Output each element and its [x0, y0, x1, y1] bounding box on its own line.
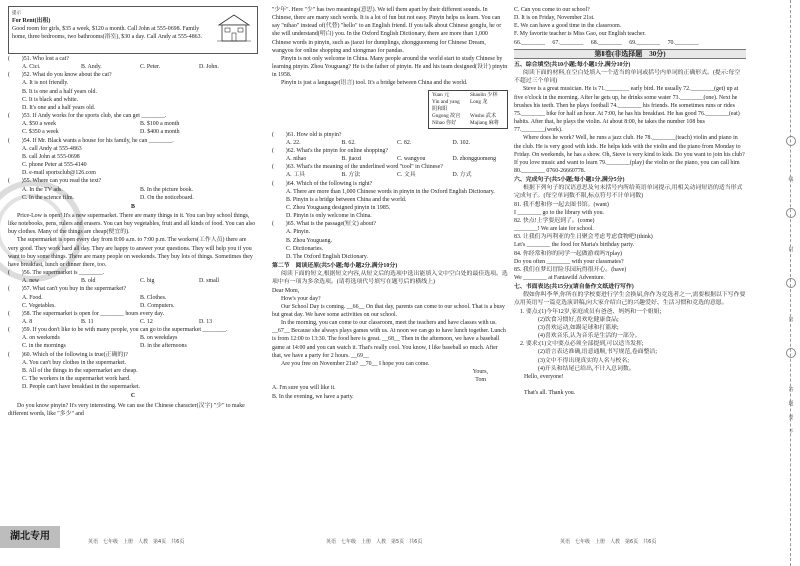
sentence-84-cn: 84. 你经常和你的同学一起做游戏吗?(play): [514, 250, 622, 257]
option: C. $350 a week: [22, 129, 59, 136]
option: C. phone Peter at 555-4140: [22, 162, 87, 169]
requirement: 1. 要点:(1)今年12岁,家庭成员有爸爸、妈妈和一个姐姐;: [520, 308, 662, 315]
option: A. You can't buy clothes in the supermarket.: [22, 359, 127, 366]
binding-char: 要: [788, 415, 794, 421]
passage-b-para-2: The supermarket is open every day from 8:00 a.m. to 7:00 p.m. The workers(工作人员) there are very good. They work hard all day. They are happy to answer your questions. They will help you if you want to buy some things. There are many people on weekends. They buy lots of things. Sometimes they have breakfast, lunch or dinner there, too.: [8, 237, 253, 268]
options-56: [22, 277, 258, 285]
option: A. In the TV ads.: [22, 186, 63, 193]
box-word: Yuan 元: [432, 91, 450, 98]
binding-char: 封: [788, 247, 794, 253]
option: C. 82.: [397, 139, 412, 146]
option: B. 方法: [341, 172, 361, 179]
option: B. $100 a month: [140, 121, 180, 128]
section-c-title: C: [130, 393, 136, 400]
question-59: ( )59. If you don't like to be with many people, you can go to the supermarket ________.: [8, 327, 228, 334]
column-3: [514, 6, 746, 397]
options-64: [286, 188, 508, 221]
option: D. On the noticeboard.: [140, 194, 194, 201]
option: B. 62.: [341, 139, 356, 146]
option: C. Vegetables.: [22, 302, 56, 309]
box-word: Yin and yang 阴和阳: [432, 98, 460, 112]
box-word: Shaolin 少林: [470, 91, 498, 98]
column-2: [272, 6, 508, 401]
column-1: [8, 6, 258, 418]
option: A. on weekends: [22, 335, 60, 342]
question-61: ( )61. How old is pinyin?: [272, 131, 342, 138]
passage-c-para-2: "少年". Here "少" has two meanings(意思). We tell them apart by their different sounds. In Chinese, there are many such words. It is a lot of fun but not easy. Pinyin helps us learn. You can say "nihao" instead of(代替) "hello" to an English friend. If you talk about Chinese gongfu, he or she will understand(明白) you. In the Oxford English Dictionary, there are more than 1,000 Chinese words in pinyin, such as jiaozi for dumplings, zhongguomeng for Chinese Dream, wangyou for online shopping and xiongmao for pandas.: [272, 7, 502, 54]
option: A. There are more than 1,000 Chinese words in pinyin in the Oxford English Dictionary.: [286, 188, 495, 195]
sentence-81-cn: 81. 我不想和你一起去图书馆。(want): [514, 201, 609, 208]
option: C. wangyou: [397, 156, 426, 163]
options-62: [286, 155, 508, 163]
option: C. Zhou Youguang designed pinyin in 1985.: [286, 204, 391, 211]
ad-label: 提示: [12, 10, 21, 15]
section-2-title: 第二节 阅读还原(共5小题;每小题2分,满分10分): [272, 263, 398, 270]
question-60: ( )60. Which of the following is true(正确的)?: [8, 351, 128, 358]
cloze-para-2: Where does he work? Well, he runs a jazz club. He 78.________(teach) violin and piano in the club. He is very good with kids. He helps kids with the violin and the piano from Monday to Friday. On weekends, he has a show. Oh, Steve is very kind to kids. Do you want to join his club? If you love music and want to learn 79.________(play) the violin or the piano, you can call him 80.________ 0760-26660778.: [514, 135, 745, 174]
box-word: Long 龙: [470, 98, 488, 105]
requirement: (3)文中不得出现真实的人名与校名;: [538, 357, 629, 364]
letter-para-3: Are you free on November 21st? __70__ I hope you can come.: [281, 360, 430, 367]
option: D. Pinyin is only welcome in China.: [286, 213, 372, 220]
option: A. Pinyin.: [286, 229, 311, 236]
option: A. new: [22, 278, 40, 285]
question-54: ( )54. If Mr. Black wants a house for his family, he can ________.: [8, 137, 174, 144]
question-64: ( )64. Which of the following is right?: [272, 180, 373, 187]
option: D. Computers.: [140, 302, 175, 309]
sentence-82-cn: 82. 快点!上学要迟到了。(come): [514, 217, 595, 224]
options-57: [22, 294, 258, 310]
choice-b: B. In the evening, we have a party.: [272, 393, 354, 400]
binding-char: 题: [788, 401, 794, 407]
region-badge: 湖北专用: [0, 526, 60, 548]
option: D. It's one and a half years old.: [22, 104, 96, 111]
option: D. 方式: [452, 172, 472, 179]
options-53: [22, 120, 258, 136]
passage-c-para-3: Pinyin is not only welcome in China. Many people around the world start to study Chinese by learning pinyin. Zhou Youguang? He is the father of pinyin. He and his team designed(设计) pinyin in 1958.: [272, 55, 508, 79]
letter-salutation: Dear Mom,: [272, 287, 300, 294]
option: D. People can't have breakfast in the supermarket.: [22, 384, 141, 391]
option: B. call John at 555-0698: [22, 153, 80, 160]
option: D. e-mail sportsclub@126.com: [22, 170, 96, 177]
section-6-title: 六、完成句子(共5小题;每小题1分,满分5分): [514, 177, 625, 184]
option: B. on weekdays: [140, 335, 178, 342]
sentence-82-en: ________! We are late for school.: [514, 226, 594, 233]
options-52: [22, 79, 258, 112]
option: B. Pinyin is a bridge between China and the world.: [286, 196, 407, 203]
section-5-title: 五、综合填空(共10小题;每小题1分,满分10分): [514, 61, 631, 68]
option: D. The Oxford English Dictionary.: [286, 253, 368, 260]
section-b-title: B: [131, 203, 135, 210]
page-footer-4: 英语 七年级 上册 人教 第4页 共6页: [88, 539, 185, 545]
option: D. in the afternoons: [140, 343, 187, 350]
option: B. It is one and a half years old.: [22, 88, 97, 95]
option: B. Clothes.: [140, 294, 167, 301]
passage-b-para-1: Price-Low is open! It's a new supermarket. There are many things in it. You can buy school things, like notebooks, pens, rulers and erasers. You can buy vegetables, fruit and all kinds of food. You can also buy clothes. Many of the things are cheap(便宜的).: [8, 212, 256, 236]
binding-hole: [786, 348, 796, 358]
choice-e: E. We can have a good time in the classroom.: [514, 23, 622, 30]
option: C. 文具: [397, 172, 416, 179]
essay-closing: That's all. Thank you.: [524, 390, 576, 397]
sentence-85-en: We ________ at Fantawild Adventure.: [514, 275, 605, 281]
box-word: Gugong 故宫: [432, 112, 461, 119]
option: A. It is not friendly.: [22, 80, 69, 87]
option: C. Dictionaries.: [286, 245, 324, 252]
option: A. 工具: [286, 172, 305, 179]
question-55: ( )55. Where can you read the text?: [8, 178, 102, 185]
binding-hole: [786, 136, 796, 146]
binding-char: 密: [788, 317, 794, 323]
options-51: [22, 63, 258, 71]
option: A. Cici.: [22, 64, 41, 71]
essay-opening: Hello, everyone!: [524, 373, 564, 380]
box-word: Nihao 你好: [432, 119, 457, 126]
option: C. In the science film.: [22, 194, 75, 201]
binding-char: 答: [788, 387, 794, 393]
options-60: [22, 359, 258, 392]
option: B. old: [81, 278, 96, 285]
binding-char: 不: [788, 429, 794, 435]
option: B. 11: [81, 319, 94, 325]
requirement: (2)语言表达准确,语意通顺,书写规范,卷面整洁;: [538, 349, 657, 356]
option: D. John.: [199, 64, 219, 71]
option: B. All of the things in the supermarket are cheap.: [22, 367, 138, 374]
section-7-title: 七、书面表达(共15分)(请自备作文纸进行写作): [514, 284, 634, 291]
page-footer-6: 英语 七年级 上册 人教 第6页 共6页: [560, 539, 657, 545]
requirement: (4)喜欢音乐,认为音乐是生活的一部分。: [538, 333, 641, 340]
cloze-para-1: Steve is a great musician. He is 71.________ early bird. He usually 72.________(get) up at five o'clock in the morning. After he gets up, he drinks some water 73.________(one). Next he brushes his teeth. Then he plays football 74.________ his friends. He sometimes runs or rides 75.________ bike for half an hour. At 7:00, he has his breakfast. He has good 76.________(eat) habits. After that, he plays the violin. At about 8:00, he takes the number 108 bus 77.________(work).: [514, 86, 740, 134]
option: A. $50 a week: [22, 121, 57, 128]
sentence-83-cn: 83. 让我们为玛利亚的生日聚会考虑考虑食物吧!(think): [514, 234, 653, 241]
option: D. small: [199, 278, 219, 285]
option: A. nihao: [286, 156, 307, 163]
question-53: ( )53. If Andy works for the sports club, she can get ________.: [8, 113, 167, 120]
choice-f: F. My favorite teacher is Miss Gao, our English teacher.: [514, 31, 646, 38]
question-56: ( )56. The supermarket is ________.: [8, 270, 105, 277]
option: B. Andy.: [81, 64, 102, 71]
options-65: [286, 228, 508, 261]
requirement: (4)开头和结尾已给出,不计入总词数。: [538, 365, 635, 372]
binding-hole: [786, 278, 796, 288]
letter-para-1: Our School Day is coming. __66__ On that day, parents can come to our school. That is a busy but great day. We have some activities on our school.: [272, 303, 505, 318]
option: A. 22.: [286, 139, 301, 146]
house-icon: [215, 13, 253, 43]
option: D. zhongguomeng: [452, 156, 497, 163]
options-59: [22, 334, 258, 350]
letter-closing: Yours,: [472, 369, 488, 376]
answer-line-66-70: 66.________ 67.________ 68.________ 69.________ 70.________: [514, 39, 699, 46]
question-63: ( )63. What's the meaning of the underlined word "tool" in Chinese?: [272, 164, 443, 171]
section-2-description: 阅读下面的短文,根据短文内容,从短文后的选项中选出能填入文中空白处的最佳选项。选项中有一项为多余选项。(请将选项代号填写在题号后的横线上): [272, 271, 508, 286]
binding-hole: [786, 208, 796, 218]
options-55: [22, 186, 258, 202]
binding-char: 线: [788, 177, 794, 183]
options-58: [22, 318, 258, 326]
letter-signature: Tom: [475, 377, 486, 384]
option: B. jiaozi: [341, 156, 362, 163]
question-57: ( )57. What can't you buy in the supermarket?: [8, 286, 127, 293]
box-word: Wushu 武术: [470, 112, 497, 119]
section-5-description: 阅读下面的材料,在空白处填入一个适当的单词或括号内单词的正确形式。(提示:每空不超过三个单词): [514, 70, 741, 85]
page-footer-5: 英语 七年级 上册 人教 第5页 共6页: [326, 539, 423, 545]
option: A. Food.: [22, 294, 43, 301]
part-2-banner: 第Ⅱ卷(非选择题 30分): [514, 49, 746, 59]
choice-a: A. I'm sure you will like it.: [272, 385, 336, 392]
options-63: [286, 171, 508, 179]
sentence-83-en: Let's ________ the food for Maria's birthday party.: [514, 242, 635, 249]
options-54: [22, 145, 258, 178]
section-7-description: 假如你叫李华,你所在的学校要进行学生会换届,你作为竞选者之一,需要根据以下写作要点用英语写一篇竞选演讲稿,向大家介绍自己的兴趣爱好、生活习惯和竞选的意愿。: [514, 292, 746, 307]
passage-c-para-1: Do you know pinyin? It's very interesting. We can use the Chinese character(汉字) "少" to make different words, like "多少" and: [8, 402, 245, 417]
option: C. 12: [140, 319, 153, 325]
option: C. big: [140, 278, 155, 285]
requirement: 2. 要求:(1)文中要点必须全部提到,可以适当发挥;: [520, 341, 644, 348]
sentence-84-en: Do you often ________ with your classmates?: [514, 258, 624, 265]
option: C. Peter.: [140, 64, 161, 71]
option: D. 13: [199, 319, 213, 325]
option: B. In the picture book.: [140, 186, 194, 193]
writing-requirements: [520, 308, 746, 373]
letter-greeting: How's your day?: [281, 295, 321, 302]
option: B. Zhou Youguang.: [286, 237, 332, 244]
option: D. $400 a month: [140, 129, 180, 136]
option: D. 102.: [452, 139, 471, 146]
section-6-description: 根据下列句子的汉语意思及句末括号内所给英语单词提示,用相关动词短语的适当形式完成句子。(每空单词数不限,标点符号不计单词数): [514, 185, 743, 200]
option: A. 8: [22, 319, 33, 325]
box-word: Majiang 麻将: [470, 119, 499, 126]
sentence-85-cn: 85. 我们在梦幻冒险乐园玩得很开心。(have): [514, 266, 627, 273]
option: C. The workers in the supermarket work hard.: [22, 376, 131, 383]
ad-title: For Rent(出租): [12, 18, 51, 25]
question-65: ( )65. What is the passage(短文) about?: [272, 221, 376, 228]
choice-c: C. Can you come to our school?: [514, 7, 590, 13]
option: C. in the mornings: [22, 343, 66, 350]
pinyin-word-box: [428, 90, 508, 129]
options-61: [286, 139, 508, 147]
ad-body: Good room for girls, $35 a week, $120 a month. Call John at 555-0698. Family home, three bedrooms, two bathrooms(浴室), $30 a day. Call Andy at 555-4863.: [12, 26, 203, 41]
rent-ad: [8, 6, 258, 54]
passage-c-para-4: Pinyin is just a language(语言) tool. It's a bridge between China and the world.: [281, 80, 468, 87]
requirement: (3)喜欢运动,如踢足球和打篮球;: [538, 324, 619, 331]
option: C. It is black and white.: [22, 96, 79, 103]
sentence-81-en: I ________ go to the library with you.: [514, 209, 604, 216]
binding-margin: [782, 0, 800, 566]
question-62: ( )62. What's the pinyin for online shopping?: [272, 147, 388, 154]
question-58: ( )58. The supermarket is open for ________ hours every day.: [8, 310, 165, 317]
option: A. call Andy at 555-4863: [22, 145, 82, 152]
choice-d: D. It is on Friday, November 21st.: [514, 15, 595, 22]
question-52: ( )52. What do you know about the cat?: [8, 72, 112, 79]
requirement: (2)饮食习惯好,喜欢吃健康食品;: [538, 316, 619, 323]
question-51: ( )51. Who lost a cat?: [8, 56, 69, 62]
letter-para-2: In the morning, you can come to our classroom, meet the teachers and have classes with us. __67__ Because she always plays games with us. At noon we can go to have lunch together. Lunch is from 12:00 to 13:30. The food here is great. __68__ Then in the afternoon, we have a baseball game at 14:00 and you can watch it. That's really cool. You know, I like baseball so much. After that, we have a party for 2 hours. __69__: [272, 320, 506, 359]
